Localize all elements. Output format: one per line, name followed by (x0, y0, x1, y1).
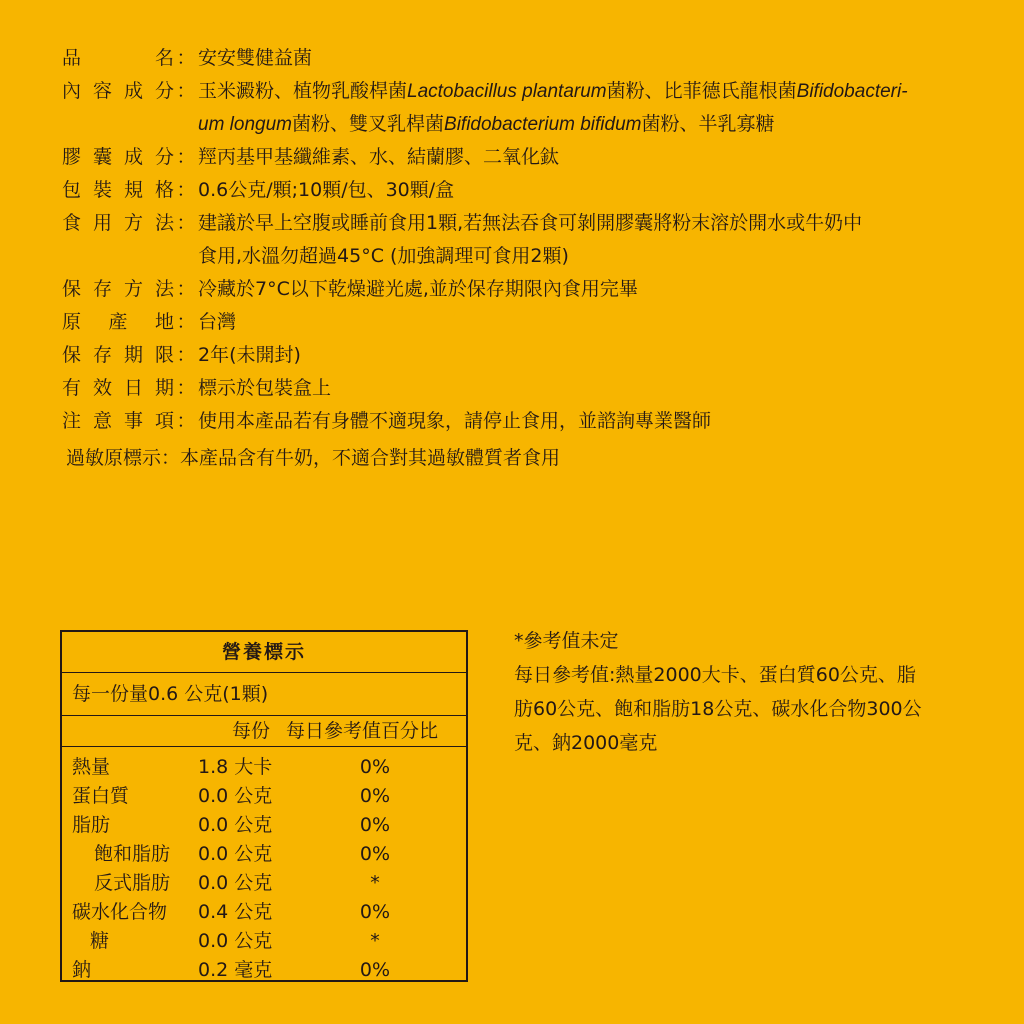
contents-line-2 (198, 108, 982, 141)
nutrient-daily-percent: * (370, 930, 380, 952)
nutrient-daily-percent: * (370, 872, 380, 894)
info-label: 有效日期 (62, 377, 174, 399)
nutrition-row (62, 927, 466, 956)
nutrient-amount: 0.0 公克 (198, 843, 273, 865)
reference-value-notes (514, 624, 984, 760)
notes-line-1: *參考值未定 (514, 630, 619, 652)
nutrient-name: 熱量 (72, 756, 111, 778)
nutrition-facts-table (60, 630, 468, 982)
column-header-per-serving: 每份 (232, 720, 271, 742)
contents-latin-name: Bifidobacterium bifidum (444, 114, 642, 135)
info-row-package (62, 174, 982, 207)
info-row-expiry (62, 372, 982, 405)
nutrient-amount: 1.8 大卡 (198, 756, 273, 778)
contents-line-1 (198, 75, 982, 108)
info-label: 原產地 (62, 311, 174, 333)
info-label: 過敏原標示 (66, 447, 162, 469)
info-colon: ： (176, 344, 196, 366)
info-row-storage (62, 273, 982, 306)
info-colon: ： (161, 447, 181, 469)
notes-line-4: 克、鈉2000毫克 (514, 732, 658, 754)
nutrition-row (62, 782, 466, 811)
info-value (198, 207, 982, 273)
info-value: 0.6公克/顆;10顆/包、30顆/盒 (198, 179, 455, 201)
nutrient-daily-percent: 0% (359, 814, 391, 836)
info-colon: ： (176, 47, 196, 69)
notes-line-2: 每日參考值:熱量2000大卡、蛋白質60公克、脂 (514, 664, 916, 686)
nutrient-amount: 0.0 公克 (198, 930, 273, 952)
contents-text: 菌粉、雙叉乳桿菌 (292, 113, 445, 135)
info-row-caution (62, 405, 982, 438)
info-label: 保存方法 (62, 278, 174, 300)
info-value: 標示於包裝盒上 (198, 377, 332, 399)
contents-text: 玉米澱粉、植物乳酸桿菌 (198, 80, 408, 102)
nutrition-title: 營養標示 (62, 632, 466, 673)
info-colon: ： (176, 410, 196, 432)
usage-line-1: 建議於早上空腹或睡前食用1顆,若無法吞食可剝開膠囊將粉末溶於開水或牛奶中 (198, 212, 863, 234)
info-value (198, 75, 982, 141)
nutrition-serving-size: 每一份量0.6 公克(1顆) (62, 673, 466, 716)
info-label: 內容成分 (62, 80, 174, 102)
nutrient-name: 飽和脂肪 (94, 843, 171, 865)
nutrient-amount: 0.0 公克 (198, 814, 273, 836)
nutrient-amount: 0.0 公克 (198, 785, 273, 807)
info-label: 膠囊成分 (62, 146, 174, 168)
info-label: 保存期限 (62, 344, 174, 366)
info-value: 安安雙健益菌 (198, 47, 313, 69)
nutrition-column-headers (62, 716, 466, 747)
nutrient-name: 碳水化合物 (72, 901, 168, 923)
contents-latin-name: Bifidobacteri- (796, 81, 908, 102)
info-row-capsule (62, 141, 982, 174)
nutrient-name: 脂肪 (72, 814, 111, 836)
nutrient-daily-percent: 0% (359, 959, 391, 981)
nutrient-amount: 0.0 公克 (198, 872, 273, 894)
column-header-daily-value: 每日參考值百分比 (286, 720, 439, 742)
nutrition-row (62, 753, 466, 782)
info-row-origin (62, 306, 982, 339)
info-colon: ： (176, 179, 196, 201)
info-row-product-name (62, 42, 982, 75)
info-value: 本產品含有牛奶，不適合對其過敏體質者食用 (180, 447, 561, 469)
info-value: 羥丙基甲基纖維素、水、結蘭膠、二氧化鈦 (198, 146, 560, 168)
nutrient-daily-percent: 0% (359, 901, 391, 923)
info-row-shelf-life (62, 339, 982, 372)
nutrition-row (62, 956, 466, 985)
contents-text: 菌粉、比菲德氏龍根菌 (606, 80, 797, 102)
contents-latin-name: um longum (198, 114, 292, 135)
nutrition-row (62, 869, 466, 898)
info-label: 注意事項 (62, 410, 174, 432)
notes-line-3: 肪60公克、飽和脂肪18公克、碳水化合物300公 (514, 698, 922, 720)
info-label: 包裝規格 (62, 179, 174, 201)
info-value: 2年(未開封) (198, 344, 301, 366)
info-row-allergen (62, 442, 982, 475)
nutrient-daily-percent: 0% (359, 785, 391, 807)
info-value: 台灣 (198, 311, 237, 333)
nutrition-row (62, 898, 466, 927)
info-row-contents (62, 75, 982, 141)
info-colon: ： (176, 311, 196, 333)
product-info-block (62, 42, 982, 475)
info-label: 食用方法 (62, 212, 174, 234)
nutrient-name: 糖 (90, 930, 110, 952)
info-value: 冷藏於7°C以下乾燥避光處,並於保存期限內食用完畢 (198, 278, 638, 300)
nutrient-name: 反式脂肪 (94, 872, 171, 894)
nutrient-name: 蛋白質 (72, 785, 130, 807)
nutrition-row (62, 840, 466, 869)
nutrient-amount: 0.2 毫克 (198, 959, 273, 981)
nutrition-row (62, 811, 466, 840)
info-colon: ： (176, 80, 196, 102)
nutrient-amount: 0.4 公克 (198, 901, 273, 923)
nutrient-daily-percent: 0% (359, 843, 391, 865)
contents-text: 菌粉、半乳寡糖 (641, 113, 775, 135)
info-colon: ： (176, 377, 196, 399)
nutrient-daily-percent: 0% (359, 756, 391, 778)
usage-line-2: 食用,水溫勿超過45°C (加強調理可食用2顆) (198, 245, 569, 267)
nutrition-rows (62, 747, 466, 985)
info-value: 使用本產品若有身體不適現象，請停止食用，並諮詢專業醫師 (198, 410, 712, 432)
info-row-usage (62, 207, 982, 273)
contents-latin-name: Lactobacillus plantarum (407, 81, 607, 102)
info-colon: ： (176, 212, 196, 234)
info-label: 品 名 (62, 47, 174, 69)
nutrient-name: 鈉 (72, 959, 92, 981)
info-colon: ： (176, 278, 196, 300)
info-colon: ： (176, 146, 196, 168)
